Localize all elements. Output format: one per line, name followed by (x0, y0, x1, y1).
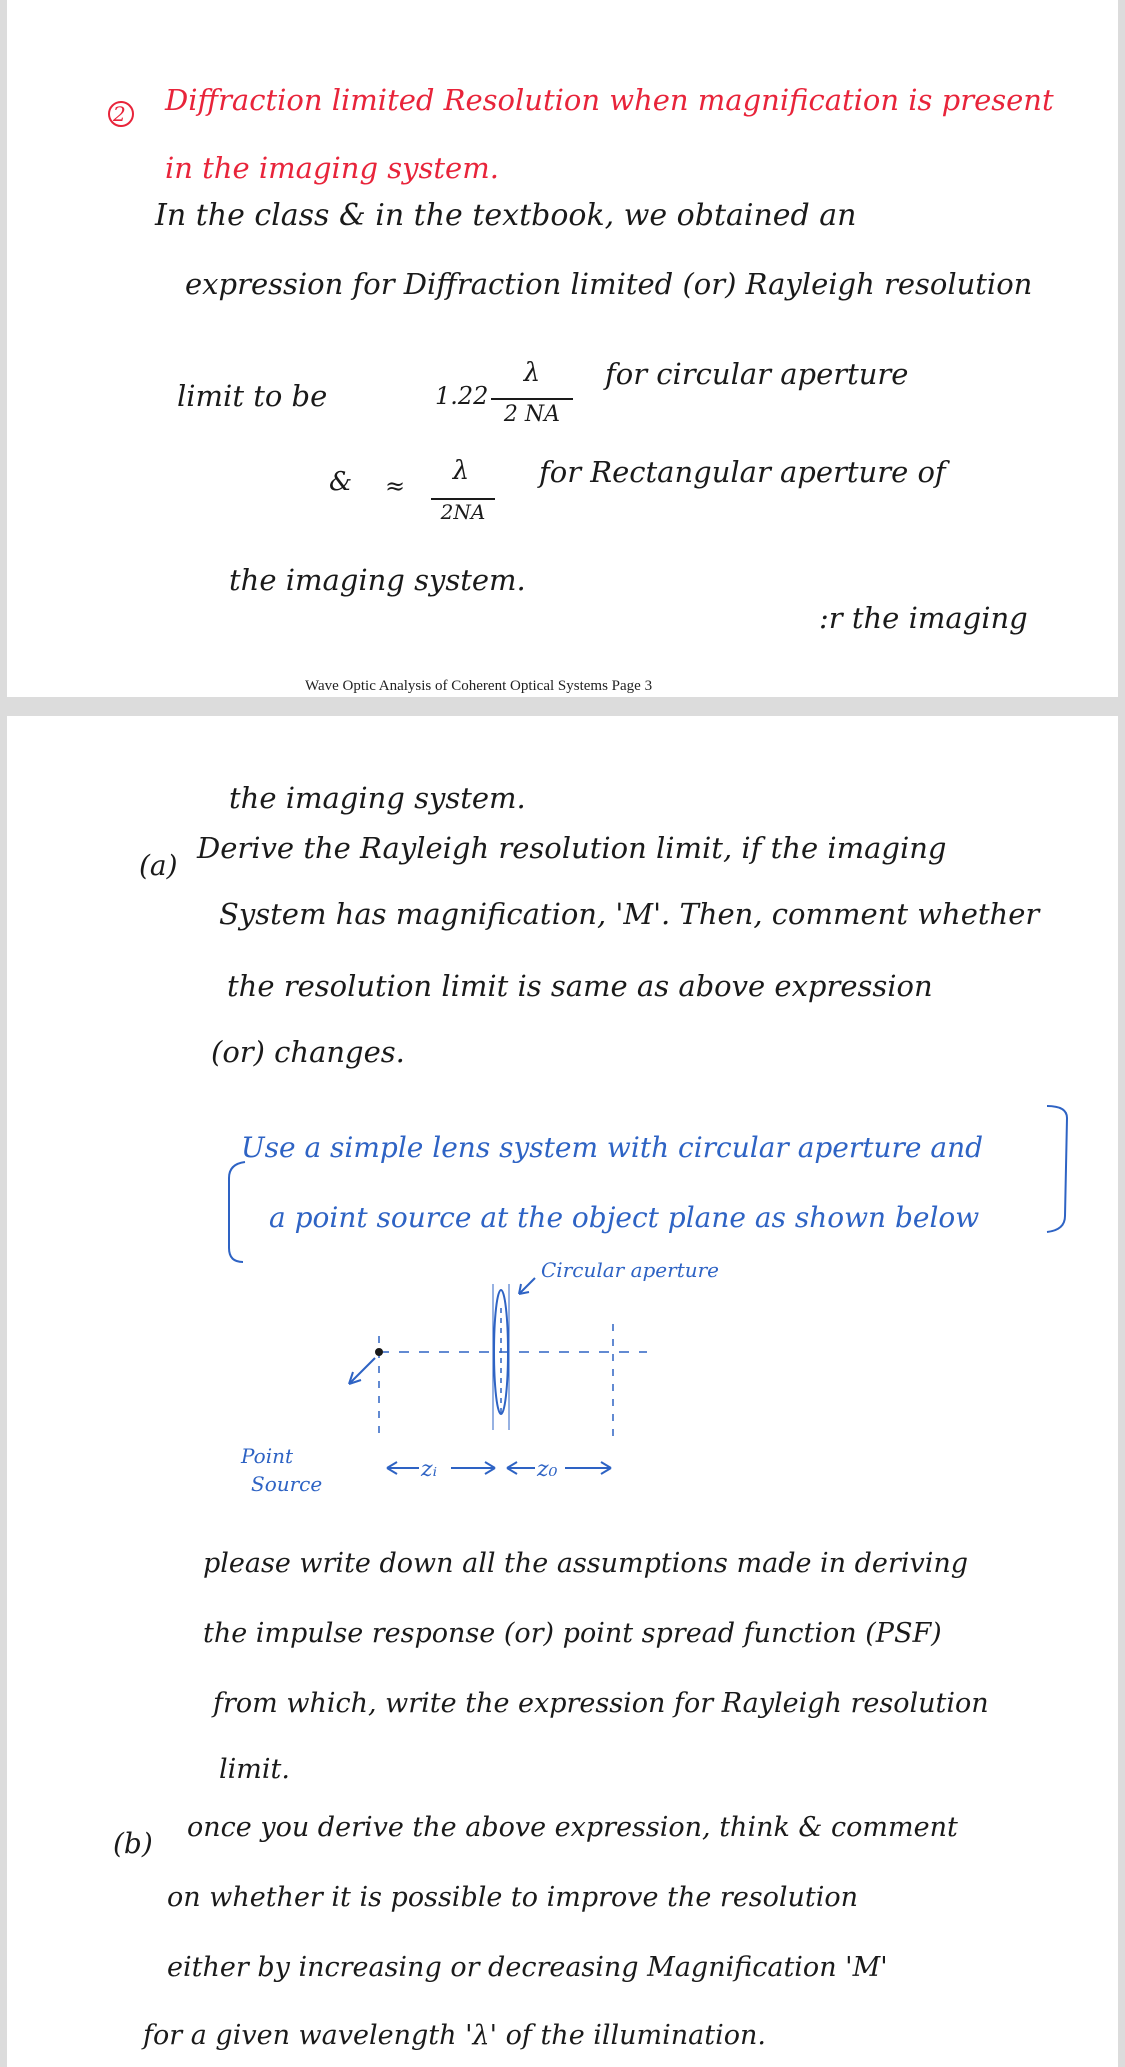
text-line: In the class & in the textbook, we obtained an (155, 198, 857, 233)
question-title-line-1: Diffraction limited Resolution when magnification is present (165, 83, 1054, 117)
text-line: from which, write the expression for Rayleigh resolution (213, 1688, 989, 1719)
approx-symbol: ≈ (385, 472, 406, 500)
text-line: the imaging system. (229, 563, 526, 597)
question-title-line-2: in the imaging system. (165, 151, 499, 185)
part-b-line: either by increasing or decreasing Magnification 'M' (167, 1952, 888, 1983)
and-symbol: & (329, 467, 353, 497)
text-line: limit. (219, 1754, 290, 1785)
point-source-label: Source (251, 1472, 323, 1496)
text-line: expression for Diffraction limited (or) Rayleigh resolution (185, 267, 1033, 301)
formula-denominator: 2NA (440, 500, 486, 524)
point-source-label: Point (241, 1444, 294, 1468)
note-line: Use a simple lens system with circular aperture and (241, 1131, 984, 1164)
part-a-label: (a) (139, 849, 178, 882)
text-line: limit to be (177, 379, 328, 413)
zo-label: z₀ (537, 1457, 558, 1482)
document-page-2 (7, 716, 1118, 2067)
note-line: a point source at the object plane as shown below (269, 1201, 980, 1234)
part-b-label: (b) (113, 1827, 153, 1860)
part-b-line: on whether it is possible to improve the resolution (167, 1882, 859, 1913)
part-b-line: once you derive the above expression, think & comment (187, 1812, 958, 1843)
formula-denominator: 2 NA (503, 402, 561, 427)
formula-numerator: λ (452, 456, 470, 486)
formula-numerator: λ (523, 358, 541, 388)
part-a-line: (or) changes. (211, 1035, 405, 1069)
formula-description: for circular aperture (605, 357, 909, 391)
text-line: the impulse response (or) point spread function (PSF) (203, 1618, 942, 1649)
optical-system-diagram (7, 716, 1118, 2067)
fraction-bar (491, 398, 573, 400)
aperture-label: Circular aperture (541, 1258, 720, 1282)
formula-coefficient: 1.22 (435, 382, 489, 410)
formula-description: for Rectangular aperture of (539, 455, 946, 489)
question-number: 2 (113, 102, 126, 126)
text-line: the imaging system. (229, 781, 526, 815)
page-footer: Wave Optic Analysis of Coherent Optical Systems Page 3 (305, 678, 653, 694)
document-page-1 (7, 0, 1118, 697)
part-a-line: System has magnification, 'M'. Then, comment whether (219, 897, 1040, 931)
stray-text: :r the imaging (819, 601, 1028, 635)
part-b-line: for a given wavelength 'λ' of the illumination. (143, 2020, 766, 2051)
text-line: please write down all the assumptions made in deriving (203, 1548, 969, 1579)
part-a-line: the resolution limit is same as above expression (227, 969, 933, 1003)
part-a-line: Derive the Rayleigh resolution limit, if the imaging (197, 831, 947, 865)
zi-label: zᵢ (421, 1457, 438, 1482)
